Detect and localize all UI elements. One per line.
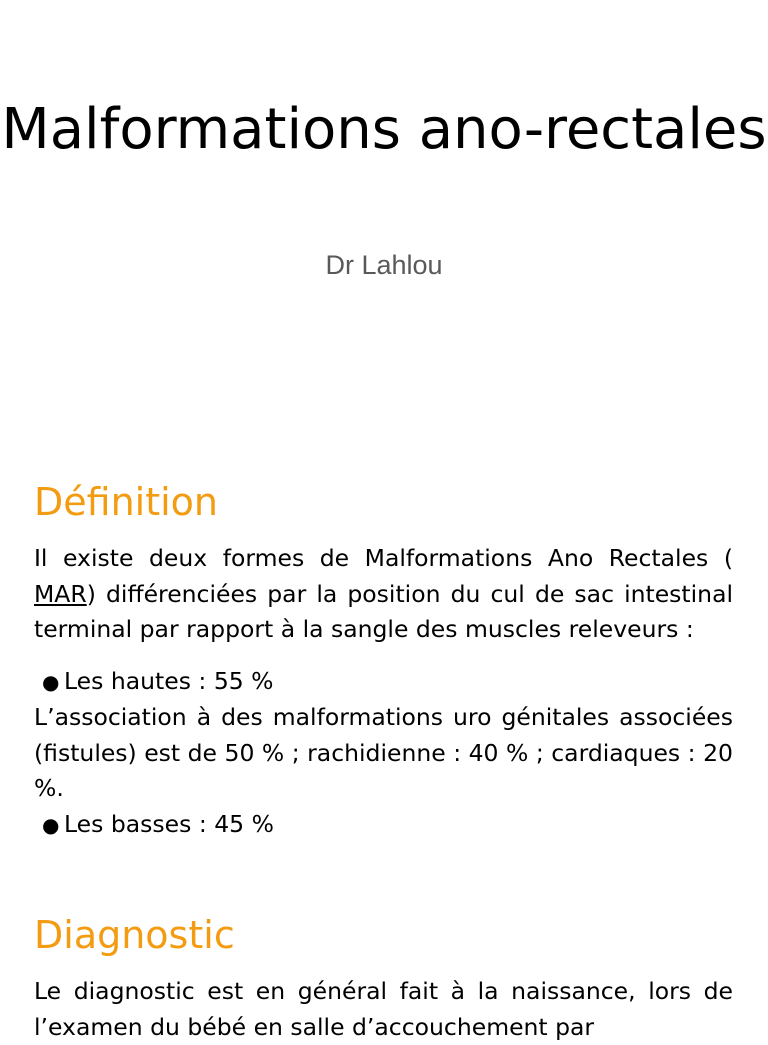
diagnostic-text: Le diagnostic est en général fait à la naissance, lors de l’examen du bébé en salle d’accouchement par bbox=[34, 977, 733, 1041]
section-body-diagnostic bbox=[34, 974, 733, 1045]
author-name: Dr Lahlou bbox=[325, 250, 443, 280]
list-item bbox=[34, 664, 733, 701]
section-heading-definition: Définition bbox=[34, 480, 219, 524]
section-heading-diagnostic: Diagnostic bbox=[34, 913, 235, 957]
bullet-detail-hautes: L’association à des malformations uro génitales associées (fistules) est de 50 % ; rachidienne : 40 % ; cardiaques : 20 %. bbox=[34, 703, 733, 802]
definition-intro bbox=[34, 541, 733, 648]
section-body-definition bbox=[34, 541, 733, 866]
mar-abbreviation-link[interactable]: MAR bbox=[34, 579, 87, 608]
bullet-icon: ● bbox=[42, 669, 60, 694]
bullet-text-basses: Les basses : 45 % bbox=[64, 809, 274, 838]
bullet-icon: ● bbox=[42, 812, 60, 837]
definition-intro-end: ) différenciées par la position du cul de sac intestinal terminal par rapport à la sangle des muscles releveurs : bbox=[34, 579, 733, 643]
document-title: Malformations ano-rectales bbox=[1, 97, 767, 162]
list-item bbox=[34, 807, 733, 844]
bullet-text-hautes: Les hautes : 55 % bbox=[64, 666, 274, 695]
definition-intro-start: Il existe deux formes de Malformations Ano Rectales ( bbox=[34, 544, 733, 572]
